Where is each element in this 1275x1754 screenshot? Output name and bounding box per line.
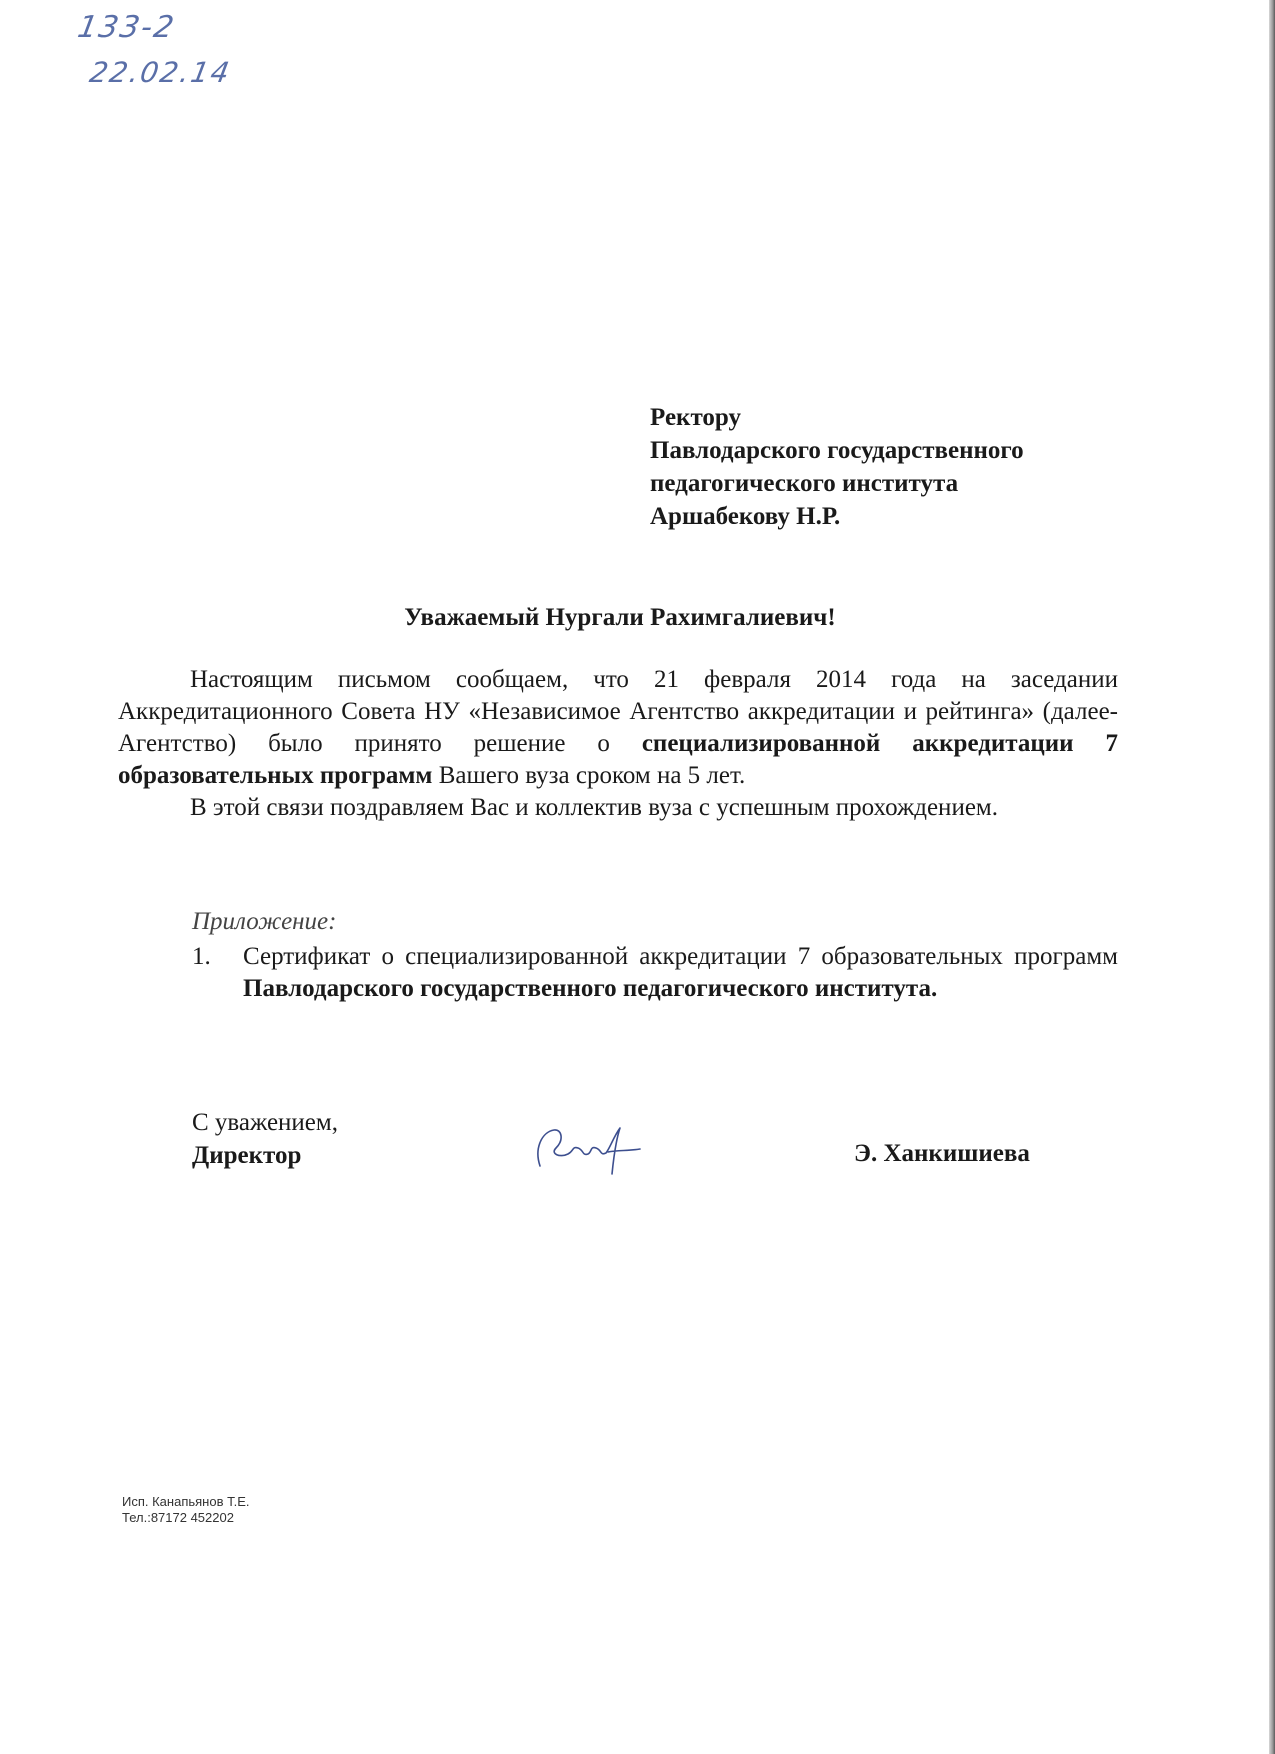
body-paragraph — [118, 664, 1118, 792]
addressee-line: Павлодарского государственного — [650, 437, 1024, 464]
attachment-item — [192, 941, 1118, 1005]
letter-body — [118, 664, 1118, 824]
signer-position: Директор — [192, 1142, 302, 1169]
signer-name: Э. Ханкишиева — [854, 1140, 1030, 1167]
body-text-run: Вашего вуза сроком на 5 лет. — [432, 762, 746, 789]
body-paragraph: В этой связи поздравляем Вас и коллектив вуза с успешным прохождением. — [190, 794, 998, 821]
scan-edge — [1269, 0, 1275, 1754]
addressee-line: Аршабекову Н.Р. — [650, 503, 841, 530]
attachment-bold-run: Павлодарского государственного педагогического института. — [243, 975, 938, 1002]
closing-regards: С уважением, — [192, 1109, 338, 1136]
addressee-line: Ректору — [650, 404, 741, 431]
executor-name: Исп. Канапьянов Т.Е. — [122, 1494, 250, 1509]
handwritten-signature — [528, 1118, 668, 1178]
handwritten-registration-number: 133-2 — [74, 10, 179, 45]
body-text-run: Настоящим письмом сообщаем, что 21 февраля 2014 года на заседании Аккредитационного Совета НУ «Независимое Агентство аккредитации и рейтинга» (далее-Агентство) было принято решение о — [118, 666, 1118, 757]
body-bold-run: специализированной аккредитации 7 образовательных программ — [118, 730, 1118, 789]
salutation: Уважаемый Нургали Рахимгалиевич! — [404, 604, 836, 631]
addressee-line: педагогического института — [650, 470, 959, 497]
addressee-block — [650, 401, 1024, 533]
attachment-text-run: Сертификат о специализированной аккредитации 7 образовательных программ — [243, 943, 1118, 970]
closing-block — [192, 1106, 338, 1172]
attachment-item-number: 1. — [192, 943, 211, 970]
executor-phone: Тел.:87172 452202 — [122, 1510, 234, 1525]
handwritten-registration-date: 22.02.14 — [87, 56, 234, 89]
attachment-item-text — [243, 941, 1118, 1005]
attachment-label: Приложение: — [192, 908, 337, 935]
footer-executor-info — [122, 1494, 250, 1526]
